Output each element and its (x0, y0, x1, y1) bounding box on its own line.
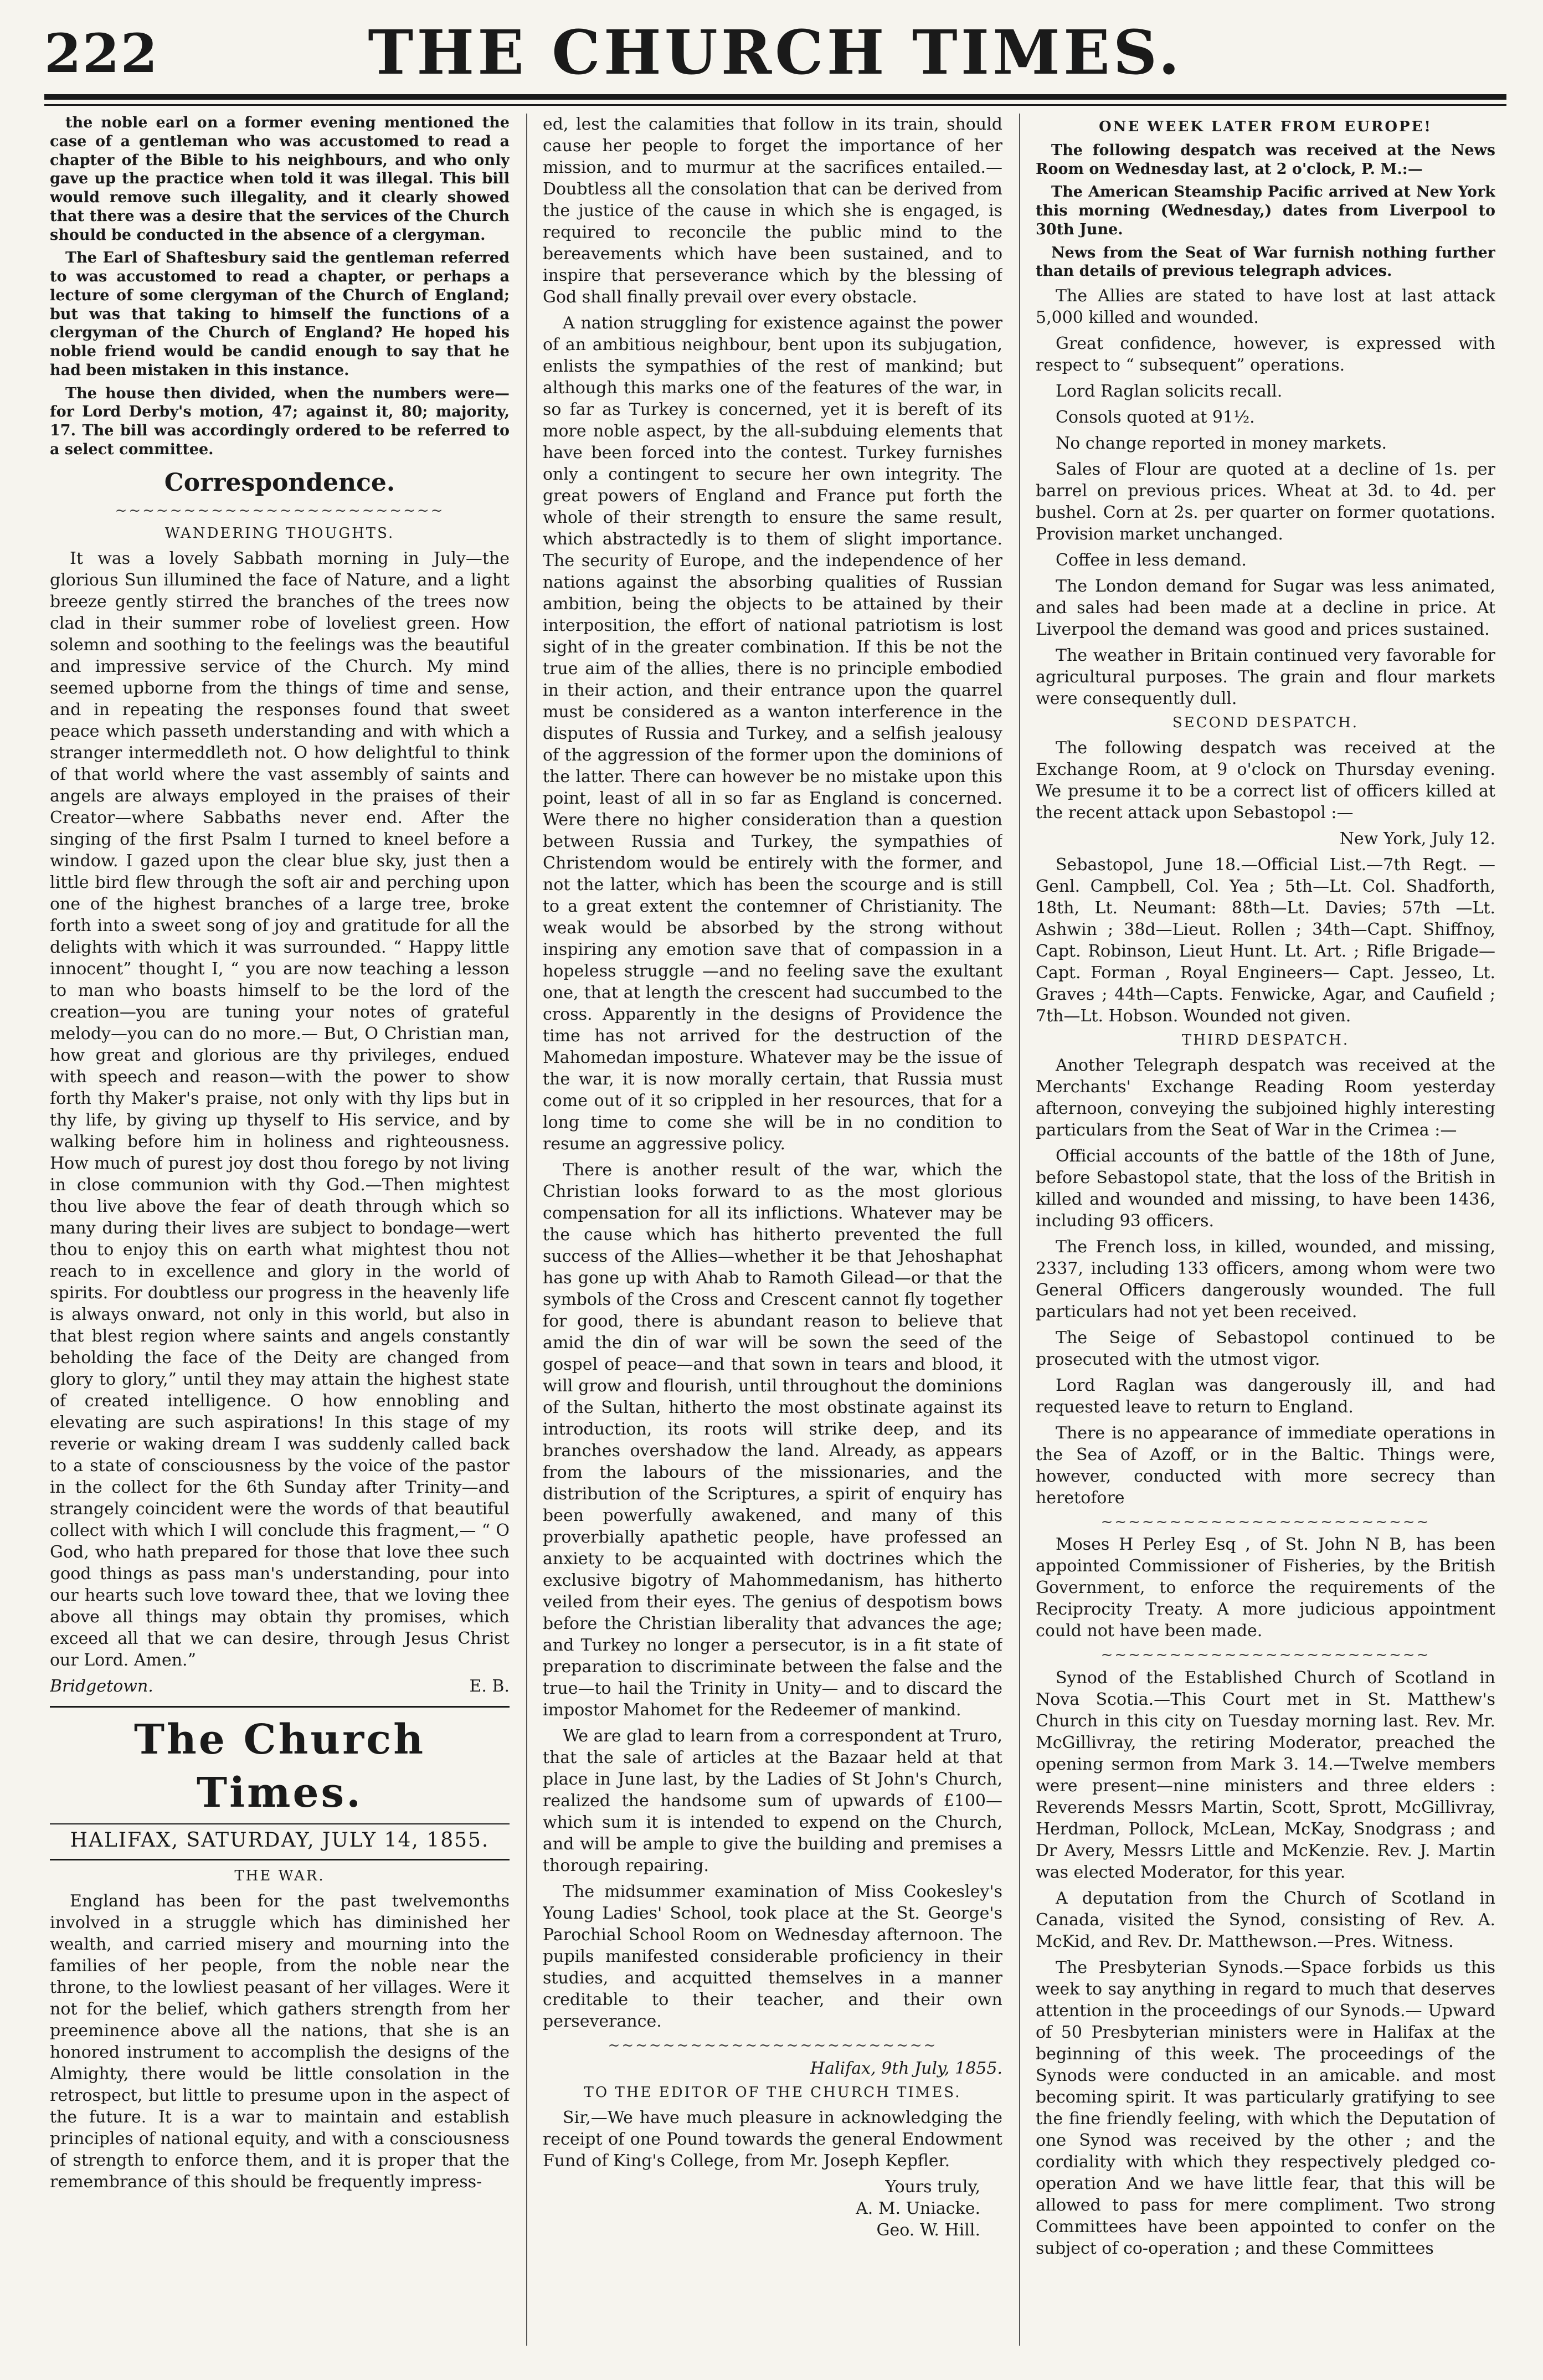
paragraph: The following despatch was received at the News Room on Wednesday last, at 2 o'clock, P. M.:— (1036, 141, 1495, 178)
paragraph: The Earl of Shaftesbury said the gentleman referred to was accustomed to read a chapter, or perhaps a lecture of some clergyman of the Church of England; but was that taking to himself the functions of a clergyman of the Church of England? He hoped his noble friend would be candid enough to say that he had been mistaken in this instance. (50, 249, 510, 379)
article-body: England has been for the past twelvemonths involved in a struggle which has diminished her wealth, and carried misery and mourning into the families of her people, from the noble near the throne, to the lowliest peasant of her villages. Were it not for the belief, which gathers strength from her preeminence above all the nations, that she is an honored instrument to accomplish the designs of the Almighty, there would be little consolation in the retrospect, but little to presume upon in the aspect of the future. It is a war to maintain and establish principles of national equity, and with a consciousness of strength to enforce them, and it is proper that the remembrance of this should be frequently impress- (50, 1891, 510, 2192)
paragraph: News from the Seat of War furnish nothing further than details of previous telegraph advices. (1036, 244, 1495, 280)
paragraph: Sebastopol, June 18.—Official List.—7th Regt. —Genl. Campbell, Col. Yea ; 5th—Lt. Col. Shadforth, 18th, Lt. Neumant: 88th—Lt. Davies; 57th —Lt. Ashwin ; 38d—Lieut. Rollen ; 34th—Capt. Shiffnoy, Capt. Robinson, Lieut Hunt. Lt. Art. ; Rifle Brigade—Capt. Forman , Royal Engineers— Capt. Jesseo, Lt. Graves ; 44th—Capts. Fenwicke, Agar, and Caufield ; 7th—Lt. Hobson. Wounded not given. (1036, 855, 1495, 1026)
paragraph: Consols quoted at 91½. (1056, 408, 1255, 428)
paragraph: Official accounts of the battle of the 18th of June, before Sebastopol state, that the loss of the British in killed and wounded and missing, to have been 1436, including 93 officers. (1036, 1146, 1495, 1231)
paragraph: The weather in Britain continued very favorable for agricultural purposes. The grain and flour markets were consequently dull. (1036, 646, 1495, 709)
paragraph: Moses H Perley Esq , of St. John N B, has been appointed Commissioner of Fisheries, by the British Government, to enforce the requirements of the Reciprocity Treaty. A more judicious appointment could not have been made. (1036, 1535, 1495, 1641)
paragraph: A nation struggling for existence against the power of an ambitious neighbour, bent upon its subjugation, enlists the sympathies of the rest of mankind; but although this marks one of the features of the war, in so far as Turkey is concerned, yet it is bereft of its more noble aspect, by the all-subduing elements that have been forced into the contest. Turkey furnishes only a contingent to secure her own integrity. The great powers of England and France put forth the whole of their strength to ensure the same result, which abstractedly is to them of slight importance. The security of Europe, and the independence of her nations against the absorbing qualities of Russian ambition, being the objects to be attained by their interposition, the effort of national patriotism is lost sight of in the greater combination. If this be not the true aim of the allies, there is no principle embodied in their action, and their entrance upon the quarrel must be considered as a wanton interference in the disputes of Russia and Turkey, and a selfish jealousy of the aggression of the former upon the dominions of the latter. There can however be no mistake upon this point, least of all in so far as England is concerned. Were there no higher consideration than a question between Russia and Turkey, the sympathies of Christendom would be entirely with the former, and not the latter, which has been the scourge and is still to a great extent the contemner of Christianity. The weak would be absorbed by the strong without inspiring any emotion save that of compassion in a hopeless struggle —and no feeling save the exultant one, that at length the crescent had succumbed to the cross. Apparently in the designs of Providence the time has not arrived for the destruction of the Mahomedan imposture. Whatever may be the issue of the war, it is now morally certain, that Russia must come out of it so crippled in her resources, that for a long time to come she will be in no condition to resume an aggressive policy. (543, 313, 1002, 1154)
paragraph: Coffee in less demand. (1056, 551, 1247, 570)
paragraph: The American Steamship Pacific arrived at New York this morning (Wednesday,) dates from Liverpool to 30th June. (1036, 183, 1495, 238)
paragraph: A deputation from the Church of Scotland in Canada, visited the Synod, consisting of Rev. A. McKid, and Rev. Dr. Matthewson.—Pres. Witness. (1036, 1889, 1495, 1952)
letter-signature: Geo. W. Hill. (876, 2220, 980, 2240)
paragraph: Lord Raglan was dangerously ill, and had requested leave to return to England. (1036, 1375, 1495, 1417)
paragraph: Lord Raglan solicits recall. (1056, 382, 1283, 402)
news-heading: THIRD DESPATCH. (1181, 1031, 1350, 1048)
parliament-report (50, 114, 510, 459)
paragraph: The Allies are stated to have lost at last attack 5,000 killed and wounded. (1036, 286, 1495, 328)
column-2 (543, 114, 1002, 2346)
paragraph: Another Telegraph despatch was received at the Merchants' Exchange Reading Room yesterday afternoon, conveying the subjoined highly interesting particulars from the Seat of War in the Crimea :— (1036, 1055, 1495, 1140)
editorial-masthead (50, 1706, 510, 1860)
column-divider (1019, 114, 1020, 2346)
news-heading: SECOND DESPATCH. (1172, 714, 1359, 732)
section-heading-correspondence: Correspondence. (164, 468, 395, 497)
letter-body: Sir,—We have much pleasure in acknowledging the receipt of one Pound towards the general Endowment Fund of King's College, from Mr. Joseph Kepfler. (543, 2107, 1002, 2171)
wavy-rule: ~~~~~~~~~~~~~~~~~~~~~~~~ (608, 2037, 938, 2054)
letter-date: Halifax, 9th July, 1855. (810, 2058, 1002, 2078)
signoff-initials: E. B. (469, 1677, 510, 1697)
paragraph: The Presbyterian Synods.—Space forbids us this week to say anything in regard to much that deserves attention in the proceedings of our Synods.— Upward of 50 Presbyterian ministers were in Halifax at the beginning of this week. The proceedings of the Synods were conducted in an amicable. and most becoming spirit. It was particularly gratifying to see the fine friendly feeling, with which the Deputation of one Synod was received by the other ; and the cordiality with which they respectively pledged co-operation And we have little fear, that this will be allowed to pass for mere compliment. Two strong Committees have been appointed to confer on the subject of co-operation ; and these Committees (1036, 1958, 1495, 2259)
paragraph: the noble earl on a former evening mentioned the case of a gentleman who was accustomed to read a chapter of the Bible to his neighbours, and who only gave up the practice when told it was illegal. This bill would remove such illegality, and it clearly showed that there was a desire that the services of the Church should be conducted in the absence of a clergyman. (50, 114, 510, 244)
paragraph: No change reported in money markets. (1056, 434, 1387, 454)
letter-heading: TO THE EDITOR OF THE CHURCH TIMES. (584, 2084, 961, 2101)
wavy-rule: ~~~~~~~~~~~~~~~~~~~~~~~~ (1100, 1647, 1431, 1664)
paragraph: The French loss, in killed, wounded, and missing, 2337, including 133 officers, among whom were two General Officers dangerously wounded. The full particulars had not yet been received. (1036, 1237, 1495, 1322)
column-1 (50, 114, 510, 2346)
article-title: THE WAR. (234, 1868, 325, 1885)
dateline: New York, July 12. (1339, 829, 1495, 849)
paragraph: We are glad to learn from a correspondent at Truro, that the sale of articles at the Bazaar held at that place in June last, by the Ladies of St John's Church, realized the handsome sum of upwards of £100—which sum it is intended to expend on the Church, and will be ample to give the building and premises a thorough repairing. (543, 1726, 1002, 1875)
paragraph: Sales of Flour are quoted at a decline of 1s. per barrel on previous prices. Wheat at 3d. to 4d. per bushel. Corn at 2s. per quarter on former quotations. Provision market unchanged. (1036, 460, 1495, 544)
masthead-rule-thin (44, 104, 1506, 106)
editorial-dateline: HALIFAX, SATURDAY, JULY 14, 1855. (50, 1823, 510, 1854)
paragraph: Great confidence, however, is expressed with respect to “ subsequent” operations. (1036, 334, 1495, 376)
wavy-rule: ~~~~~~~~~~~~~~~~~~~~~~~~ (115, 502, 445, 519)
editorial-masthead-title: The Church Times. (133, 1716, 426, 1817)
paragraph: There is no appearance of immediate operations in the Sea of Azoff, or in the Baltic. Things were, however, conducted with more secrecy than heretofore (1036, 1423, 1495, 1508)
paper-name: THE CHURCH TIMES. (368, 17, 1183, 88)
signoff (50, 1675, 510, 1697)
column-divider (526, 114, 527, 2346)
paragraph: The London demand for Sugar was less animated, and sales had been made at a decline in price. At Liverpool the demand was good and prices sustained. (1036, 577, 1495, 640)
page-number: 222 (44, 22, 159, 85)
paragraph: The Seige of Sebastopol continued to be prosecuted with the utmost vigor. (1036, 1328, 1495, 1369)
paragraph: ed, lest the calamities that follow in its train, should cause her people to forget the importance of her mission, and to murmur at the sacrifices entailed.— Doubtless all the consolation that can be derived from the justice of the cause in which she is engaged, is required to reconcile the public mind to the bereavements which have been sustained, and to inspire that perseverance which by the blessing of God shall finally prevail over every obstacle. (543, 115, 1002, 307)
paragraph: Synod of the Established Church of Scotland in Nova Scotia.—This Court met in St. Matthew's Church in this city on Tuesday morning last. Rev. Mr. McGillivray, the retiring Moderator, preached the opening sermon from Mark 3. 14.—Twelve members were present—nine ministers and three elders : Reverends Messrs Martin, Scott, Sprott, McGillivray, Herdman, Pollock, McLean, McKay, Snodgrass ; and Dr Avery, Messrs Little and McKenzie. Rev. J. Martin was elected Moderator, for this year. (1036, 1668, 1495, 1883)
masthead-rule (44, 94, 1506, 100)
first-despatch (1036, 141, 1495, 281)
paragraph: The midsummer examination of Miss Cookesley's Young Ladies' School, took place at the St. George's Parochial School Room on Wednesday afternoon. The pupils manifested considerable proficiency in their studies, and acquitted themselves in a manner creditable to their teacher, and their own perseverance. (543, 1882, 1002, 2031)
article-body: It was a lovely Sabbath morning in July—the glorious Sun illumined the face of Nature, and a light breeze gently stirred the branches of the trees now clad in their summer robe of loveliest green. How solemn and soothing to the feelings was the beautiful and impressive service of the Church. My mind seemed upborne from the things of time and sense, and in repeating the responses found that sweet peace which passeth understanding and with which a stranger intermeddleth not. O how delightful to think of that world where the vast assembly of saints and angels are always employed in the praises of their Creator—where Sabbaths never end. After the singing of the first Psalm I turned to kneel before a window. I gazed upon the clear blue sky, just then a little bird flew through the soft air and perching upon one of the highest branches of a large tree, broke forth into a sweet song of joy and gratitude for all the delights with which it was surrounded. “ Happy little innocent” thought I, “ you are now teaching a lesson to man who boasts himself to be the lord of the creation—you are tuning your notes of grateful melody—you can do no more.— But, O Christian man, how great and glorious are thy privileges, endued with speech and reason—with the power to show forth thy Maker's praise, not only with thy lips but in thy life, by giving up thyself to His service, and by walking before him in holiness and righteousness. How much of purest joy dost thou forego by not living in close communion with thy God.—Then mightest thou live above the fear of death through which so many during their lives are subject to bondage—wert thou to enjoy this on earth what mightest thou not reach to in excellence and glory in the world of spirits. For doubtless our progress in the heavenly life is always onward, not only in this world, but also in that blest region where saints and angels constantly beholding the face of the Deity are changed from glory to glory,” until they may attain the highest state of created intelligence. O how ennobling and elevating are such aspirations! In this stage of my reverie or waking dream I was suddenly called back to a state of consciousness by the voice of the pastor in the collect for the 6th Sunday after Trinity—and strangely coincident were the words of that beautiful collect with which I will conclude this fragment,— “ O God, who hath prepared for those that love thee such good things as pass man's understanding, pour into our hearts such love toward thee, that we loving thee above all things may obtain thy promises, which exceed all that we can desire, through Jesus Christ our Lord. Amen.” (50, 549, 510, 1670)
column-3 (1036, 114, 1495, 2346)
wavy-rule: ~~~~~~~~~~~~~~~~~~~~~~~~ (1100, 1513, 1431, 1530)
news-heading: ONE WEEK LATER FROM EUROPE! (1099, 119, 1432, 135)
paragraph: The following despatch was received at the Exchange Room, at 9 o'clock on Thursday evening. We presume it to be a correct list of officers killed at the recent attack upon Sebastopol :— (1036, 738, 1495, 823)
paragraph: The house then divided, when the numbers were—for Lord Derby's motion, 47; against it, 80; majority, 17. The bill was accordingly ordered to be referred to a select committee. (50, 384, 510, 458)
article-title: WANDERING THOUGHTS. (164, 525, 395, 542)
masthead (44, 17, 1506, 89)
letter-signature: A. M. Uniacke. (856, 2198, 980, 2218)
paragraph: There is another result of the war, which the Christian looks forward to as the most glorious compensation for all its inflictions. Whatever may be the cause which has hitherto prevented the full success of the Allies—whether it be that Jehoshaphat has gone up with Ahab to Ramoth Gilead—or that the symbols of the Cross and Crescent cannot fly together for good, there is abundant reason to believe that amid the din of war will be sown the seed of the gospel of peace—and that sown in tears and blood, it will grow and flourish, until throughout the dominions of the Sultan, hitherto the most obstinate against its introduction, its roots will strike deep, and its branches overshadow the land. Already, as appears from the labours of the missionaries, and the distribution of the Scriptures, a spirit of enquiry has been powerfully awakened, and many of this proverbially apathetic people, have professed an anxiety to be acquainted with doctrines which the exclusive bigotry of Mahommedanism, has hitherto veiled from their eyes. The genius of despotism bows before the Christian liberality that advances the age; and Turkey no longer a persecutor, is in a fit state of preparation to discriminate between the false and the true—to hail the Trinity in Unity— and to discard the impostor Mahomet for the Redeemer of mankind. (543, 1160, 1002, 1720)
letter-close: Yours truly, (885, 2177, 980, 2197)
signoff-place: Bridgetown. (50, 1677, 153, 1697)
